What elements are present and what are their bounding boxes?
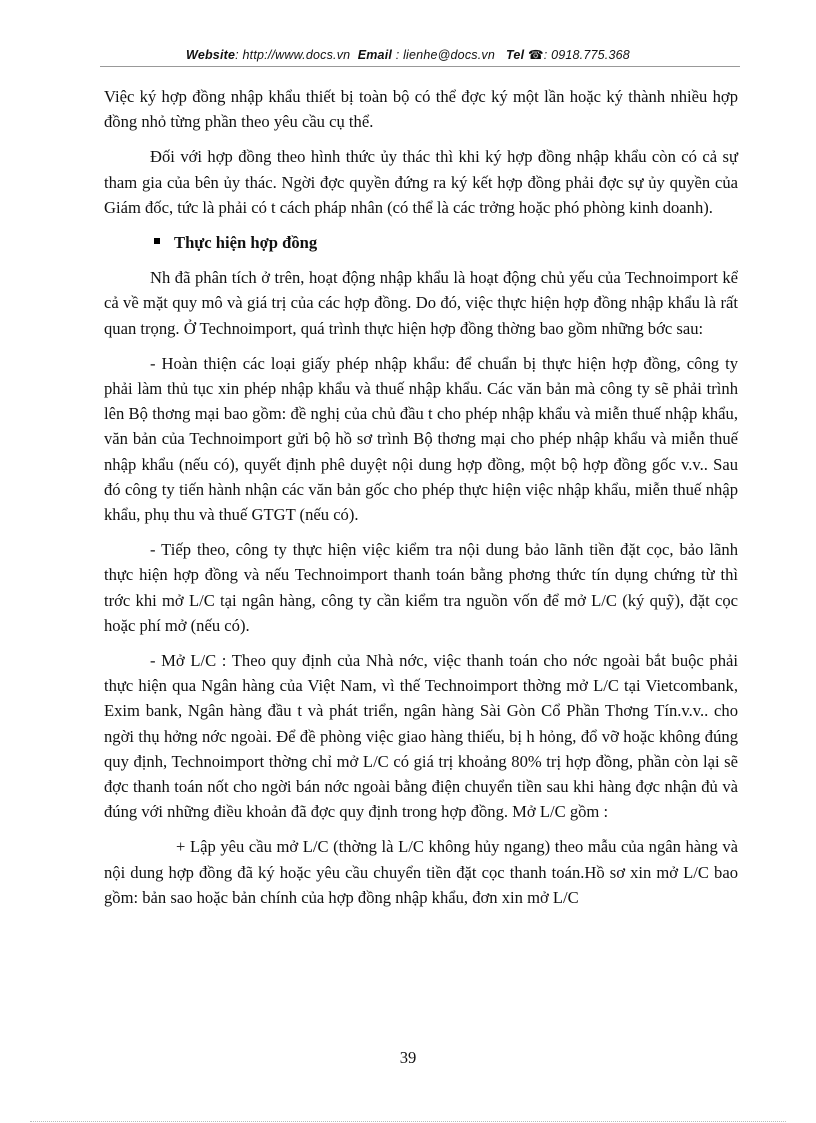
- website-label: Website: [186, 48, 236, 62]
- paragraph-import-permits: - Hoàn thiện các loại giấy phép nhập khẩu: để chuẩn bị thực hiện hợp đồng, công ty phải làm thủ tục xin phép nhập khẩu và thuế nhập khẩu. Các văn bản mà công ty sẽ phải trình lên Bộ thơng mại bao gồm: đề nghị của chủ đầu t cho phép nhập khẩu và miễn thuế nhập khẩu, văn bản của Technoimport gửi bộ hồ sơ trình Bộ thơng mại cho phép nhập khẩu và miễn thuế nhập khẩu (nếu có), quyết định phê duyệt nội dung hợp đồng, một bộ hợp đồng gốc v.v.. Sau đó công ty tiến hành nhận các văn bản gốc cho phép thực hiện việc nhập khẩu, miễn thuế nhập khẩu, phụ thu và thuế GTGT (nếu có).: [104, 353, 738, 525]
- email-label: Email: [357, 48, 393, 62]
- paragraph-intro: Nh đã phân tích ở trên, hoạt động nhập khẩu là hoạt động chủ yếu của Technoimport kể cả về mặt quy mô và giá trị của các hợp đồng. Do đó, việc thực hiện hợp đồng nhập khẩu là rất quan trọng. Ở Technoimport, quá trình thực hiện hợp đồng thờng bao gồm những bớc sau:: [104, 268, 738, 338]
- page-number: 39: [399, 1048, 417, 1067]
- paragraph-guarantee-check: - Tiếp theo, công ty thực hiện việc kiểm tra nội dung bảo lãnh tiền đặt cọc, bảo lãnh thực hiện hợp đồng và nếu Technoimport thanh toán bằng phơng thức tín dụng chứng từ thì trớc khi mở L/C tại ngân hàng, công ty cần kiểm tra nguồn vốn để mở L/C (ký quỹ), đặt cọc hoặc phí mở (nếu có).: [104, 540, 738, 635]
- bullet-icon: [154, 238, 160, 244]
- tel-label: Tel: [506, 48, 525, 62]
- paragraph-contract-signing: Việc ký hợp đồng nhập khẩu thiết bị toàn bộ có thể đợc ký một lần hoặc ký thành nhiều hợp đồng nhỏ từng phần theo yêu cầu cụ thể.: [104, 87, 738, 132]
- header-divider: [100, 66, 740, 67]
- paragraph-lc-request: + Lập yêu cầu mở L/C (thờng là L/C không hủy ngang) theo mẫu của ngân hàng và nội dung hợp đồng đã ký hoặc yêu cầu chuyển tiền đặt cọc thanh toán.Hồ sơ xin mở L/C bao gồm: bản sao hoặc bản chính của hợp đồng nhập khẩu, đơn xin mở L/C: [104, 837, 738, 907]
- page-header: [0, 47, 816, 62]
- tel-value: : 0918.775.368: [543, 48, 630, 62]
- document-body: [104, 84, 738, 910]
- section-heading: Thực hiện hợp đồng: [104, 230, 738, 255]
- email-value: : lienhe@docs.vn: [395, 48, 496, 62]
- paragraph-entrusted-contract: Đối với hợp đồng theo hình thức ủy thác thì khi ký hợp đồng nhập khẩu còn có cả sự tham gia của bên ủy thác. Ngời đợc quyền đứng ra ký kết hợp đồng phải đợc sự ủy quyền của Giám đốc, tức là phải có t cách pháp nhân (có thể là các trởng hoặc phó phòng kinh doanh).: [104, 147, 738, 217]
- paragraph-open-lc: - Mở L/C : Theo quy định của Nhà nớc, việc thanh toán cho nớc ngoài bắt buộc phải thực hiện qua Ngân hàng của Việt Nam, vì thế Technoimport thờng mở L/C tại Vietcombank, Exim bank, Ngân hàng đầu t và phát triển, ngân hàng Sài Gòn Cổ Phần Thơng Tín.v.v.. cho ngời thụ hởng nớc ngoài. Để đề phòng việc giao hàng thiếu, bị h hỏng, đổ vỡ hoặc không đúng quy định, Technoimport thờng chỉ mở L/C có giá trị khoảng 80% trị hợp đồng, phần còn lại sẽ đợc thanh toán nốt cho ngời bán nớc ngoài bằng điện chuyển tiền sau khi hàng đợc nhận đủ và đúng với những điều khoản đã đợc quy định trong hợp đồng. Mở L/C gồm :: [104, 651, 738, 822]
- footer-divider: [30, 1121, 786, 1122]
- phone-icon: ☎: [527, 48, 544, 62]
- website-value: : http://www.docs.vn: [235, 48, 351, 62]
